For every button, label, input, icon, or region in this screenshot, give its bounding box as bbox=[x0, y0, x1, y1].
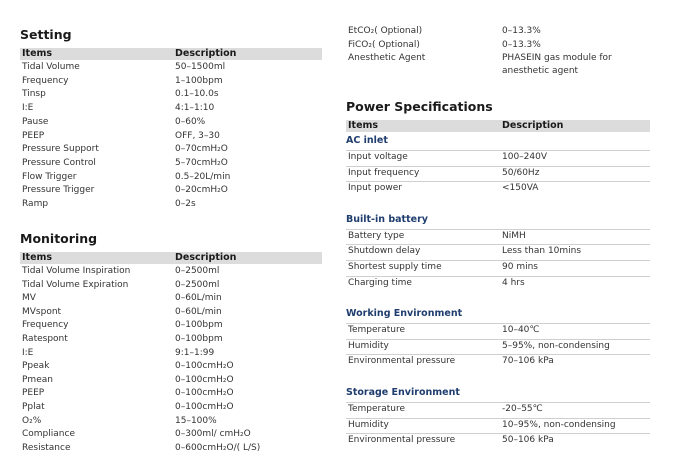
row-item: Humidity bbox=[348, 419, 389, 430]
table-row bbox=[20, 401, 322, 415]
table-row bbox=[20, 130, 322, 144]
row-description: 0–100cmH₂O bbox=[175, 402, 234, 412]
row-item: Temperature bbox=[348, 404, 406, 414]
table-row bbox=[20, 265, 322, 279]
row-item: Frequency bbox=[22, 75, 69, 86]
table-row bbox=[20, 198, 322, 212]
table-row bbox=[346, 434, 650, 448]
row-item: Charging time bbox=[348, 277, 412, 288]
table-row bbox=[346, 25, 650, 39]
header-items: Items bbox=[348, 120, 379, 131]
row-item: Ppeak bbox=[22, 361, 50, 372]
monitoring-table-header bbox=[20, 252, 322, 264]
table-row bbox=[20, 88, 322, 102]
table-row bbox=[20, 61, 322, 75]
power-group-title: AC inlet bbox=[346, 135, 388, 146]
table-row bbox=[346, 39, 650, 53]
row-description: 0–60L/min bbox=[175, 293, 222, 304]
row-item: Shutdown delay bbox=[348, 246, 421, 257]
row-item: PEEP bbox=[22, 388, 45, 399]
row-item: Pressure Trigger bbox=[22, 185, 95, 196]
row-description: 4:1–1:10 bbox=[175, 103, 215, 114]
row-item: Battery type bbox=[348, 230, 405, 241]
row-item: MV bbox=[22, 293, 36, 304]
row-description: 70–106 kPa bbox=[502, 356, 554, 367]
setting-title: Setting bbox=[20, 27, 72, 42]
header-description: Description bbox=[502, 120, 564, 131]
row-item: Pmean bbox=[22, 374, 53, 385]
row-description: 0–100bpm bbox=[175, 320, 223, 331]
table-row bbox=[346, 261, 650, 275]
row-description: 0–100bpm bbox=[175, 334, 223, 344]
row-item: I:E bbox=[22, 347, 34, 358]
table-row bbox=[346, 419, 650, 433]
row-description: 50/60Hz bbox=[502, 167, 540, 178]
table-row bbox=[346, 182, 650, 196]
table-row bbox=[20, 75, 322, 89]
row-item: Tidal Volume bbox=[22, 62, 80, 72]
row-item: Input frequency bbox=[348, 167, 420, 178]
row-description: 0–13.3% bbox=[502, 26, 541, 36]
row-description: 0–100cmH₂O bbox=[175, 388, 234, 399]
row-description: 0–100cmH₂O bbox=[175, 361, 234, 372]
table-row bbox=[20, 306, 322, 320]
row-description: 4 hrs bbox=[502, 277, 525, 288]
row-item: Humidity bbox=[348, 340, 389, 351]
row-item: Pause bbox=[22, 116, 49, 127]
row-description: 50–1500ml bbox=[175, 62, 226, 72]
header-description: Description bbox=[175, 48, 237, 59]
row-item: Input voltage bbox=[348, 152, 408, 162]
header-description: Description bbox=[175, 252, 237, 263]
row-description: 5–70cmH₂O bbox=[175, 157, 228, 168]
row-description: 100–240V bbox=[502, 152, 548, 162]
table-row bbox=[20, 387, 322, 401]
table-row bbox=[20, 292, 322, 306]
power-group-title: Storage Environment bbox=[346, 387, 460, 398]
row-description: 9:1–1:99 bbox=[175, 347, 215, 358]
setting-table-header bbox=[20, 48, 322, 60]
header-items: Items bbox=[22, 252, 53, 263]
table-row bbox=[346, 277, 650, 291]
table-row bbox=[20, 374, 322, 388]
row-description: Less than 10mins bbox=[502, 246, 582, 257]
row-item: Shortest supply time bbox=[348, 262, 442, 272]
table-row bbox=[20, 319, 322, 333]
row-description: 1–100bpm bbox=[175, 75, 223, 86]
table-row bbox=[20, 102, 322, 116]
row-description: 0.1–10.0s bbox=[175, 89, 219, 100]
row-item: Resistance bbox=[22, 442, 71, 453]
row-item: Tidal Volume Expiration bbox=[22, 279, 129, 290]
power-group-title: Working Environment bbox=[346, 308, 463, 320]
row-item: Temperature bbox=[348, 325, 406, 336]
row-item: Pressure Control bbox=[22, 157, 96, 168]
row-description: 0–2500ml bbox=[175, 266, 220, 276]
row-item: Tidal Volume Inspiration bbox=[22, 266, 131, 276]
power-table-header bbox=[346, 120, 650, 132]
row-description: 0–20cmH₂O bbox=[175, 185, 228, 196]
row-description: 90 mins bbox=[502, 262, 538, 272]
row-item: Ramp bbox=[22, 199, 49, 209]
row-item: Frequency bbox=[22, 320, 69, 331]
table-row bbox=[20, 442, 322, 456]
row-description: 0–2500ml bbox=[175, 279, 220, 290]
row-item: Ratespont bbox=[22, 334, 68, 344]
row-description: 0–2s bbox=[175, 199, 196, 209]
row-item: Tinsp bbox=[22, 89, 46, 100]
row-description: NiMH bbox=[502, 230, 526, 241]
row-item: FiCO₂( Optional) bbox=[348, 39, 420, 50]
table-row bbox=[20, 157, 322, 171]
row-item: O₂% bbox=[22, 415, 42, 426]
table-row bbox=[20, 347, 322, 361]
row-item: Environmental pressure bbox=[348, 435, 456, 446]
row-item: Input power bbox=[348, 183, 402, 194]
table-row bbox=[20, 279, 322, 293]
power-group-title: Built-in battery bbox=[346, 213, 428, 225]
row-item: I:E bbox=[22, 103, 34, 114]
row-description: 0.5–20L/min bbox=[175, 171, 231, 182]
monitoring-title: Monitoring bbox=[20, 231, 98, 246]
table-row bbox=[346, 403, 650, 417]
row-description: 10–95%, non-condensing bbox=[502, 419, 616, 430]
row-description: 0–13.3% bbox=[502, 39, 541, 50]
table-row bbox=[20, 184, 322, 198]
row-description: 0–300ml/ cmH₂O bbox=[175, 429, 251, 440]
row-description: PHASEIN gas module for bbox=[502, 53, 612, 64]
row-item: Flow Trigger bbox=[22, 171, 77, 182]
table-row bbox=[20, 143, 322, 157]
row-item: PEEP bbox=[22, 130, 45, 141]
table-row bbox=[20, 428, 322, 442]
table-row bbox=[346, 230, 650, 244]
row-item: Environmental pressure bbox=[348, 356, 456, 367]
row-description: 5–95%, non-condensing bbox=[502, 340, 610, 351]
row-item: Anesthetic Agent bbox=[348, 53, 426, 64]
row-description: 0–60L/min bbox=[175, 306, 222, 317]
row-description-continued: anesthetic agent bbox=[502, 66, 579, 77]
row-description: 10–40℃ bbox=[502, 325, 540, 336]
row-description: 50–106 kPa bbox=[502, 435, 554, 446]
row-description: 0–60% bbox=[175, 116, 206, 127]
table-row bbox=[346, 52, 650, 77]
row-description: <150VA bbox=[502, 183, 539, 194]
table-row bbox=[346, 167, 650, 181]
table-row bbox=[346, 245, 650, 259]
power-title: Power Specifications bbox=[346, 99, 493, 114]
table-row bbox=[20, 116, 322, 130]
header-items: Items bbox=[22, 48, 53, 59]
table-row bbox=[346, 355, 650, 369]
row-item: Pplat bbox=[22, 402, 45, 412]
row-description: 15–100% bbox=[175, 415, 217, 426]
table-row bbox=[20, 360, 322, 374]
row-description: -20–55℃ bbox=[502, 404, 543, 414]
row-item: Compliance bbox=[22, 429, 75, 440]
table-row bbox=[346, 324, 650, 338]
row-description: 0–70cmH₂O bbox=[175, 144, 228, 155]
table-row bbox=[20, 171, 322, 185]
table-row bbox=[346, 340, 650, 354]
row-description: 0–100cmH₂O bbox=[175, 374, 234, 385]
row-description: 0–600cmH₂O/( L/S) bbox=[175, 442, 261, 453]
row-item: Pressure Support bbox=[22, 144, 99, 155]
row-item: EtCO₂( Optional) bbox=[348, 26, 423, 36]
row-description: OFF, 3–30 bbox=[175, 130, 220, 141]
table-row bbox=[20, 415, 322, 429]
table-row bbox=[346, 151, 650, 165]
table-row bbox=[20, 333, 322, 347]
row-item: MVspont bbox=[22, 306, 62, 317]
